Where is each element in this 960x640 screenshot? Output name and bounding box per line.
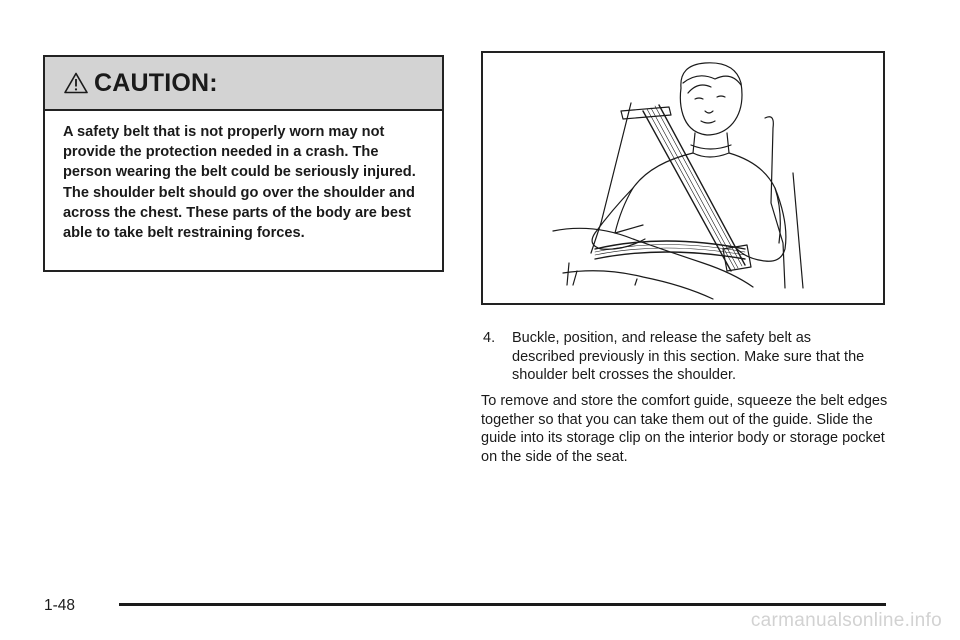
footer-rule: [119, 603, 886, 606]
list-item-number: 4.: [483, 330, 496, 346]
child-seat-belt-illustration: [481, 51, 885, 305]
watermark: carmanualsonline.info: [750, 610, 942, 631]
caution-header: [45, 57, 442, 111]
body-paragraph: To remove and store the comfort guide, squeeze the belt edges together so that you can take them out of the guide. Slide the guide into its storage clip on the interior body or storage pocket on the side of the seat.: [481, 393, 888, 465]
warning-triangle-icon: [64, 72, 88, 94]
page-number: 1-48: [44, 597, 76, 614]
caution-box: [43, 55, 444, 272]
list-item: [483, 329, 873, 385]
caution-title: CAUTION:: [94, 68, 218, 97]
list-item-text: Buckle, position, and release the safety belt as described previously in this section. Make sure that the shoulder belt crosses the shoulder.: [512, 330, 865, 383]
caution-text: A safety belt that is not properly worn may not provide the protection needed in a crash. The person wearing the belt could be seriously injured. The shoulder belt should go over the shoulder and across the chest. These parts of the body are best able to take belt restraining forces.: [63, 124, 416, 242]
